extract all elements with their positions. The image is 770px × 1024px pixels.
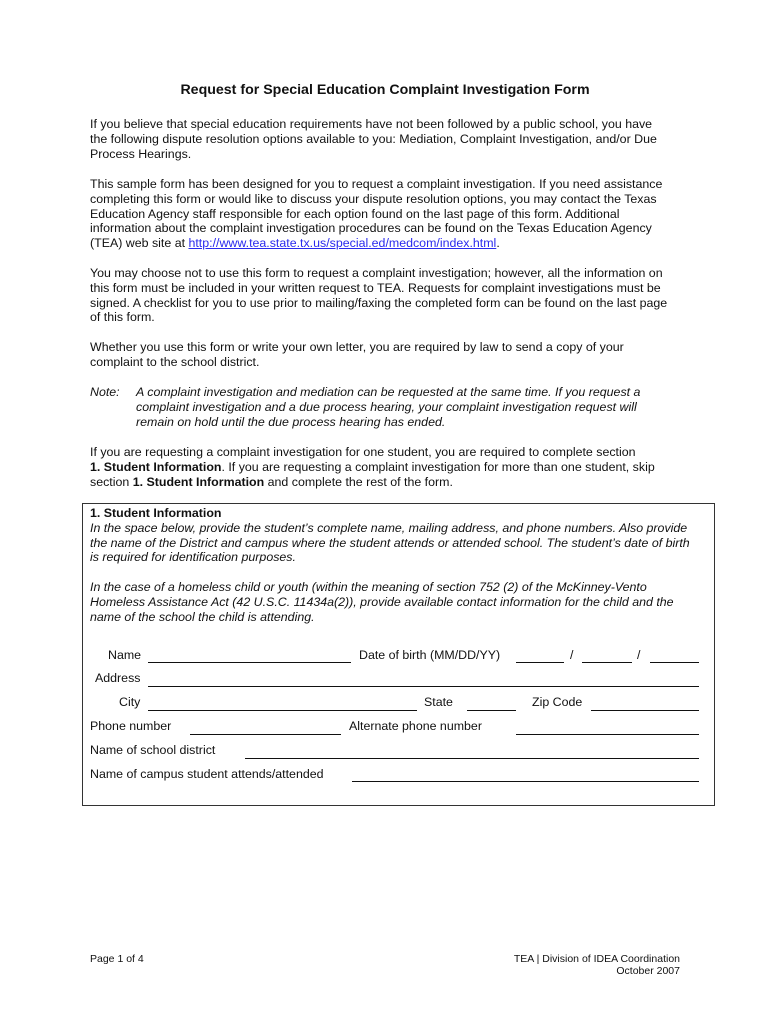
text-line: the name of the District and campus where the student attends or attended school. The student’s date of birth [90,535,690,550]
state-field[interactable] [467,710,516,711]
dob-separator: / [637,648,641,662]
text-line: complaint investigation and a due process hearing, your complaint investigation request will [136,399,637,414]
sample-form-paragraph [90,177,662,251]
note-label: Note: [90,385,120,399]
text-line: completing this form or would like to discuss your dispute resolution options, you may contact the Texas [90,191,657,206]
page-number: Page 1 of 4 [90,953,144,965]
intro-paragraph [90,117,657,161]
section-instructions-paragraph [90,445,655,489]
text-line: signed. A checklist for you to use prior to mailing/faxing the completed form can be found on the last page [90,295,668,310]
district-field[interactable] [245,758,699,759]
campus-label: Name of campus student attends/attended [90,767,324,781]
text-line: Education Agency staff responsible for each option found on the last page of this form. Additional [90,206,620,221]
copy-requirement-paragraph [90,340,624,370]
state-label: State [424,695,453,709]
text: . [496,236,500,251]
text-line: remain on hold until the due process hearing has ended. [136,414,446,429]
text-line: Homeless Assistance Act (42 U.S.C. 11434a(2)), provide available contact information for the child and the [90,594,674,609]
alt-phone-label: Alternate phone number [349,719,482,733]
text-line: Whether you use this form or write your own letter, you are required by law to send a copy of your [90,340,624,354]
dob-separator: / [570,648,574,662]
text-line: complaint to the school district. [90,354,260,369]
alt-phone-field[interactable] [516,734,699,735]
page-title: Request for Special Education Complaint Investigation Form [180,82,590,98]
dob-label: Date of birth (MM/DD/YY) [359,648,501,662]
text: . If you are requesting a complaint investigation for more than one student, skip [221,459,655,474]
text-line [90,460,655,475]
section-text [90,506,690,624]
text-line: A complaint investigation and mediation can be requested at the same time. If you request a [136,385,641,399]
text-line: name of the school the child is attending. [90,609,315,624]
text-line: of this form. [90,310,155,325]
dob-day-field[interactable] [582,662,632,663]
text-line: You may choose not to use this form to request a complaint investigation; however, all the information on [90,266,663,280]
district-label: Name of school district [90,743,216,757]
text-line: information about the complaint investigation procedures can be found on the Texas Education Agency [90,221,652,236]
dob-month-field[interactable] [516,662,564,663]
dob-year-field[interactable] [650,662,699,663]
footer-org [514,953,680,977]
name-field[interactable] [148,662,351,663]
text-line: In the case of a homeless child or youth (within the meaning of section 752 (2) of the McKinney-Vento [90,579,647,594]
text-line [90,475,655,490]
text-line: In the space below, provide the student’s complete name, mailing address, and phone numbers. Also provide [90,520,688,535]
section-heading: 1. Student Information [90,506,222,520]
text-line: If you are requesting a complaint investigation for one student, you are required to complete section [90,445,636,459]
zip-label: Zip Code [532,695,583,709]
bold-text: 1. Student Information [90,459,222,474]
text: (TEA) web site at [90,236,189,251]
text-line: Process Hearings. [90,146,192,161]
city-field[interactable] [148,710,417,711]
bold-text: 1. Student Information [132,474,265,489]
name-label: Name [108,648,142,662]
text-line: This sample form has been designed for you to request a complaint investigation. If you need assistance [90,177,663,191]
zip-field[interactable] [591,710,699,711]
text-line: If you believe that special education requirements have not been followed by a public school, you have [90,117,653,131]
text-line: is required for identification purposes. [90,550,296,565]
address-field[interactable] [148,686,699,687]
text-line: this form must be included in your written request to TEA. Requests for complaint investigations must be [90,280,661,295]
requirements-paragraph [90,266,667,325]
text: section [90,474,133,489]
text-line [90,236,662,251]
phone-field[interactable] [190,734,341,735]
footer-org-name: TEA | Division of IDEA Coordination [513,953,680,965]
tea-website-link[interactable]: http://www.tea.state.tx.us/special.ed/medcom/index.html [188,236,497,251]
text: and complete the rest of the form. [264,474,453,489]
phone-label: Phone number [90,719,172,733]
address-label: Address [95,671,141,685]
footer-date: October 2007 [616,965,680,977]
city-label: City [119,695,141,709]
campus-field[interactable] [352,781,699,782]
text-line: the following dispute resolution options available to you: Mediation, Complaint Investigation, and/or Due [90,131,657,146]
note-text [136,385,640,429]
